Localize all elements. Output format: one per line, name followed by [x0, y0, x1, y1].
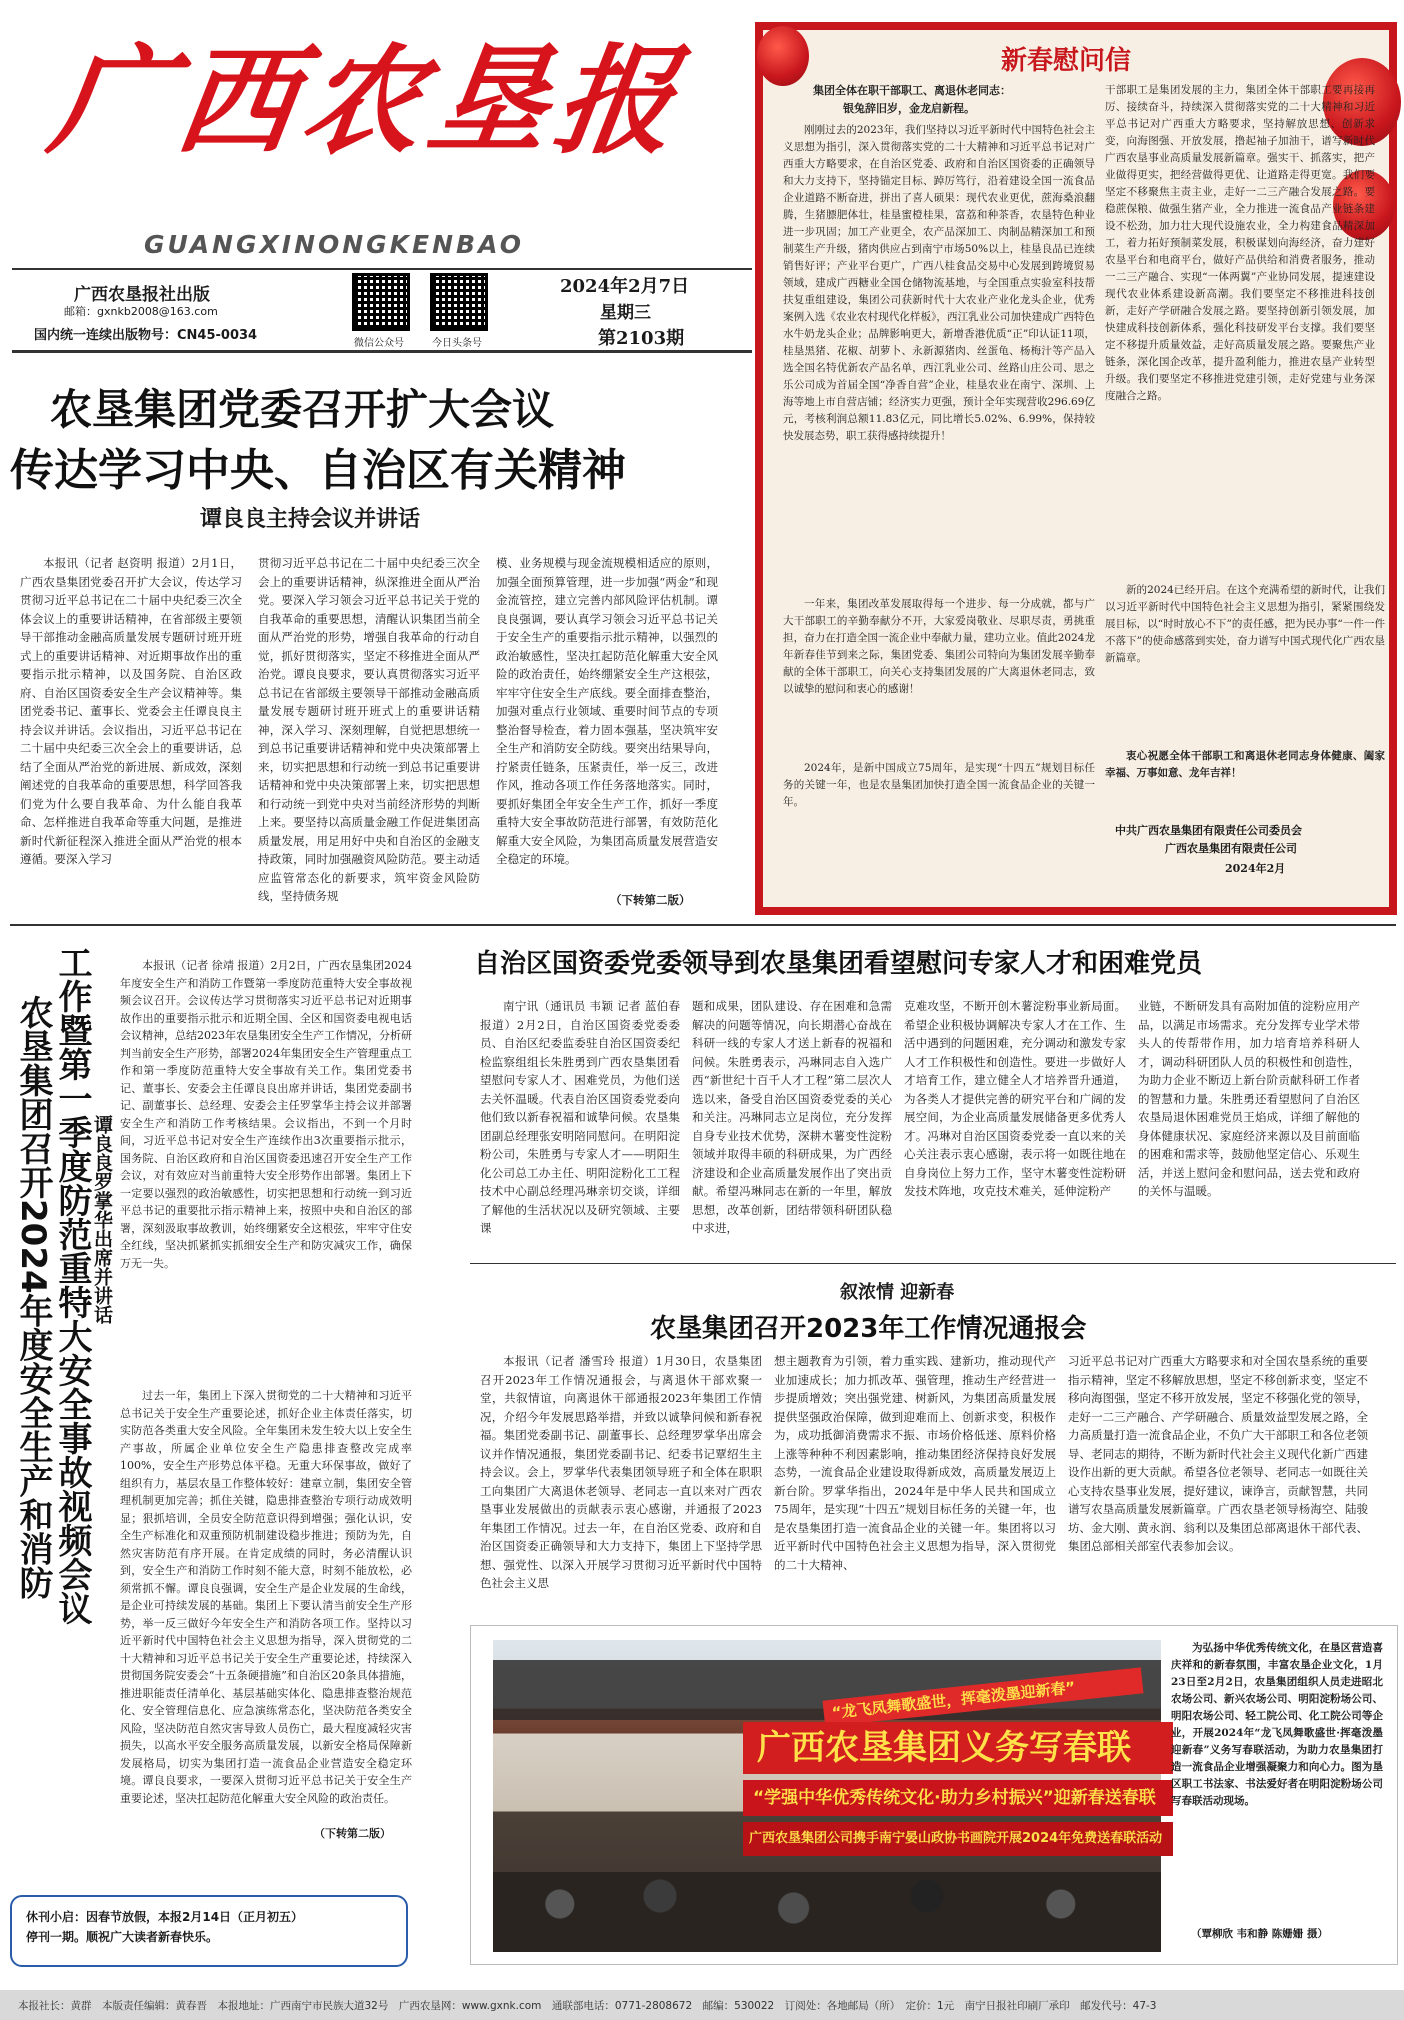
issue-weekday: 星期三 — [600, 303, 651, 323]
greeting-letter — [755, 22, 1397, 915]
vertical-subhead: 谭良良罗掌华出席并讲话 — [91, 1115, 113, 1324]
publisher: 广西农垦报社出版 — [74, 285, 210, 305]
lantern-icon — [757, 26, 809, 86]
lead-headline-2: 传达学习中央、自治区有关精神 — [10, 445, 626, 496]
greeting-signer-2: 广西农垦集团有限责任公司 — [1165, 842, 1297, 855]
mid-article — [470, 935, 1398, 1245]
mid-headline: 自治区国资委党委领导到农垦集团看望慰问专家人才和困难党员 — [474, 949, 1203, 979]
greeting-salutation: 集团全体在职干部职工、离退休老同志： — [813, 84, 1011, 97]
vertical-article — [8, 935, 470, 1855]
report-col-3: 习近平总书记对广西重大方略要求和对全国农垦系统的重要指示精神，坚定不移解放思想，坚定不移创新求变，坚定不移向海图强，坚定不移开放发展，坚定不移强化党的领导，走好一二三产融合、产学研融合、质量效益型发展之路，全力高质量打造一流食品企业，不负广大干部职工和各位老领导、老同志的期待，不断为新时代社会主义现代化新广西建设作出新的更大贡献。希望各位老领导、老同志一如既往关心支持农垦事业发展，提好建议，谏诤言，贡献智慧，共同谱写农垦高质量发展新篇章。广西农垦老领导杨海空、陆骏坊、金大刚、黄永润、翁利以及集团总部离退休干部代表、集团总部相关部室代表参加会议。 — [1068, 1354, 1368, 1553]
photo-banner-top: “龙飞凤舞歌盛世，挥毫泼墨迎新春” — [823, 1667, 1144, 1726]
notice-line-2: 停刊一期。顺祝广大读者新春快乐。 — [26, 1930, 219, 1944]
lead-col-2: 贯彻习近平总书记在二十届中央纪委三次全会上的重要讲话精神，纵深推进全面从严治党。要深入学习领会习近平总书记关于党的自我革命的重要思想，清醒认识集团当前全面从严治党的形势，增强自我革命的行动自觉，抓好贯彻落实，坚定不移推进全面从严治党。谭良良要求，要认真贯彻落实习近平总书记在省部级主要领导干部推动金融高质量发展专题研讨班开班式上的重要讲话精神，深入学习、深刻理解，自觉把思想统一到总书记重要讲话精神和党中央决策部署上来，切实把思想和行动统一到总书记重要讲话精神和党中央决策部署上来，切实把思想和行动统一到党中央对当前经济形势的判断上来。要坚持以高质量金融工作促进集团高质量发展，用足用好中央和自治区的金融支持政策，同时加强融资风险防范。要主动适应监管常态化的新要求，筑牢资金风险防线，坚持债务规 — [258, 556, 480, 903]
vertical-col-1: 本报讯（记者 徐靖 报道）2月2日，广西农垦集团2024年度安全生产和消防工作暨第一季度防范重特大安全事故视频会议召开。会议传达学习贯彻落实习近平总书记对近期事故作出的重要指示批示和近期全国、全区和国资委电视电话会议精神，总结2023年农垦集团安全生产工作情况，分析研判当前安全生产形势，部署2024年集团安全生产管理重点工作和第一季度防范重特大安全事故有关工作。集团党委书记、董事长、安委会主任谭良良出席并讲话，集团党委副书记、副董事长、总经理、安委会主任罗掌华主持会议并部署安全生产和消防工作考核结果。会议指出，不到一个月时间，习近平总书记对安全生产连续作出3次重要指示批示，国务院、自治区政府和自治区国资委迅速召开安全生产工作会议，对有效应对当前重特大安全形势作出部署。集团上下一定要以强烈的政治敏感性，切实把思想和行动统一到习近平总书记的重要批示指示精神上来，按照中央和自治区的部署，深刻汲取事故教训，始终绷紧安全这根弦，牢牢守住安全红线，坚决抓紧抓实抓细安全生产和防灾减灾工作，确保万无一失。 — [120, 959, 412, 1270]
mid-col-3: 克难攻坚，不断开创木薯淀粉事业新局面。希望企业积极协调解决专家人才在工作、生活中遇到的问题困难，充分调动和激发专家人才工作积极性和创造性。要进一步做好人才培育工作，建立健全人才培养晋升通道，为各类人才提供完善的研究平台和广阔的发展空间，为企业高质量发展储备更多优秀人才。冯琳对自治区国资委党委一直以来的关心关注表示衷心感谢，表示将一如既往地在自身岗位上努力工作，坚守木薯变性淀粉研发技术阵地，攻克技术难关，延伸淀粉产 — [904, 999, 1126, 1198]
footer-text: 本报社长：黄群 本版责任编辑：黄春晋 本报地址：广西南宁市民族大道32号 广西农垦网：www.gxnk.com 通联部电话：0771-2808672 邮编：530022 订阅处：各地邮局（所） 定价：1元 南宁日报社印刷厂承印 邮发代号：47-3 — [18, 2000, 1157, 2012]
footer-bar — [0, 1990, 1404, 2020]
greeting-col-2b: 新的2024已经开启。在这个充满希望的新时代，让我们以习近平新时代中国特色社会主义思想为指引，紧紧围绕发展目标，以“时时放心不下”的责任感，把为民办事“一件一件不落下”的使命感落到实处，奋力谱写中国式现代化广西农垦新篇章。 — [1105, 584, 1385, 664]
photo-banner-3: 广西农垦集团公司携手南宁晏山政协书画院开展2024年免费送春联活动 — [743, 1822, 1173, 1856]
section-rule — [10, 924, 1396, 926]
issue-number: 第2103期 — [598, 328, 685, 349]
report-kicker: 叙浓情 迎新春 — [840, 1282, 955, 1303]
vertical-headline-b: 工作暨第一季度防范重特大安全事故视频会议 — [52, 945, 92, 1625]
masthead — [12, 8, 752, 353]
email: 邮箱：gxnkb2008@163.com — [64, 305, 218, 318]
photo-feature — [470, 1625, 1398, 1965]
photo-banner-2: “学强中华优秀传统文化·助力乡村振兴”迎新春送春联 — [743, 1780, 1173, 1816]
greeting-col-2: 干部职工是集团发展的主力，集团全体干部职工要再接再厉、接续奋斗，持续深入贯彻落实党的二十大精神和习近平总书记对广西重大方略要求，坚持解放思想、创新求变，向海图强、开放发展，撸起袖子加油干，谱写新时代广西农垦事业高质量发展新篇章。强实干、抓落实，把产业做得更实，把经营做得更优、让道路走得更宽。我们要坚定不移聚焦主责主业，走好一二三产融合发展之路。要稳蔗保粮、做强生猪产业，全力推进一流食品产业链条建设不松劲，加力壮大现代设施农业，全力构建食品精深加工，着力拓好预制菜发展，积极谋划向海经济，奋力建好农垦平台和电商平台，做好产品供给和消费者服务，推动一二三产融合、实现“一体两翼”产业协同发展，提速建设现代农业体系建设新高潮。我们要坚定不移推进科技创新，走好产学研融合发展之路。要坚持创新引领发展，加快建成科技创新体系，强化科技研发平台支撑。我们要坚定不移提升质量效益，走好高质量发展之路。要聚焦产业链条，深化国企改革，提升盈利能力，推进农垦产业转型升级。我们要坚定不移推进党建引领，走好党建与业务深度融合之路。 — [1105, 84, 1375, 402]
photo-banner-1: 广西农垦集团义务写春联 — [743, 1722, 1173, 1774]
greeting-date: 2024年2月 — [1225, 862, 1286, 875]
qr2-label: 今日头条号 — [432, 338, 482, 349]
masthead-divider — [12, 268, 752, 270]
lead-continued: （下转第二版） — [610, 893, 691, 907]
qr-code-toutiao[interactable] — [430, 273, 488, 331]
greeting-opening: 银兔辞旧岁，金龙启新程。 — [843, 102, 975, 115]
greeting-title: 新春慰问信 — [1001, 46, 1132, 76]
photo-credit: （覃柳欣 韦和静 陈姗姗 摄） — [1191, 1928, 1328, 1940]
masthead-pinyin: GUANGXINONGKENBAO — [144, 230, 524, 259]
mid-col-4: 业链，不断研发具有高附加值的淀粉应用产品，以满足市场需求。充分发挥专业学术带头人的传帮带作用，加力培育培养科研人才，调动科研团队人员的积极性和创造性，为助力企业不断迈上新台阶贡献科研工作者的智慧和力量。朱胜勇还看望慰问了自治区农垦局退休困难党员王焰成，详细了解他的身体健康状况、家庭经济来源以及目前面临的困难和需求等，鼓励他坚定信心、乐观生活，并送上慰问金和慰问品，送去党和政府的关怀与温暖。 — [1138, 999, 1360, 1198]
issue-date: 2024年2月7日 — [560, 276, 690, 297]
vertical-continued: （下转第二版） — [314, 1827, 391, 1840]
greeting-signer-1: 中共广西农垦集团有限责任公司委员会 — [1115, 824, 1302, 837]
issn: 国内统一连续出版物号：CN45-0034 — [34, 328, 258, 343]
report-col-2: 想主题教育为引领，着力重实践、建新功，推动现代产业加速成长；加力抓改革、强管理，推动生产经营进一步提质增效；突出强党建、树新风，为集团高质量发展提供坚强政治保障，做到迎难而上、创新求变，积极作为，成功抵御消费需求不振、市场价格低迷、原料价格上涨等种种不利因素影响，推动集团经济保持良好发展态势，一流食品企业建设取得新成效，高质量发展迈上新台阶。罗掌华指出，2024年是中华人民共和国成立75周年，是实现“十四五”规划目标任务的关键一年，也是农垦集团打造一流食品企业的关键一年。集团将以习近平新时代中国特色社会主义思想为指导，深入贯彻党的二十大精神、 — [774, 1354, 1056, 1572]
lead-subhead: 谭良良主持会议并讲话 — [200, 507, 421, 532]
crowd — [493, 1872, 1161, 1952]
greeting-closing: 衷心祝愿全体干部职工和离退休老同志身体健康、阖家幸福、万事如意、龙年吉祥！ — [1105, 750, 1385, 779]
masthead-bottom-rule — [12, 350, 752, 353]
greeting-col-1b: 一年来，集团改革发展取得每一个进步、每一分成就，都与广大干部职工的辛勤奉献分不开，大家爱岗敬业、尽职尽责，勇挑重担，奋力在打造全国一流企业中奉献力量，建功立业。值此2024龙年新春佳节到来之际，集团党委、集团公司特向为集团发展辛勤奉献的全体干部职工，向关心支持集团发展的广大离退休老同志，致以诚挚的慰问和衷心的感谢！ — [783, 598, 1095, 695]
notice-line-1: 休刊小启：因春节放假，本报2月14日（正月初五） — [26, 1910, 304, 1924]
mid-col-2: 题和成果，团队建设、存在困难和急需解决的问题等情况，向长期潜心奋战在科研一线的专家人才送上新春的祝福和问候。朱胜勇表示，冯琳同志自入选广西“新世纪十百千人才工程”第二层次人选以来，备受自治区国资委党委的关心和关注。冯琳同志立足岗位，充分发挥自身专业技术优势，深耕木薯变性淀粉领域并取得丰硕的科研成果，为广西经济建设和企业高质量发展作出了突出贡献。希望冯琳同志在新的一年里，解放思想，改革创新，团结带领科研团队稳中求进， — [692, 999, 892, 1235]
vertical-col-2: 过去一年，集团上下深入贯彻党的二十大精神和习近平总书记关于安全生产重要论述，抓好企业主体责任落实，切实防范各类重大安全风险。全年集团未发生较大以上安全生产事故，所属企业单位安全生产隐患排查整改完成率100%，安全生产形势总体平稳。无重大环保事故，做好了组织有力，基层农垦工作整体较好：建章立制，集团安全管理机制更加完善；抓住关键，隐患排查整治专项行动成效明显；狠抓培训，全员安全防范意识得到增强；强化认识，安全生产标准化和双重预防机制建设稳步推进；预防为先，自然灾害防范有序开展。在肯定成绩的同时，务必清醒认识到，安全生产和消防工作时刻不能大意，时刻不能放松，必须常抓不懈。谭良良强调，安全生产是企业发展的生命线，是企业可持续发展的基础。集团上下要认清当前安全生产形势，举一反三做好今年安全生产和消防各项工作。坚持以习近平新时代中国特色社会主义思想为指导，深入贯彻党的二十大精神和习近平总书记关于安全生产重要论述，持续深入贯彻国务院安委会“十五条硬措施”和自治区20条具体措施，推进职能责任清单化、基层基础实体化、隐患排查整治规范化、安全管理信息化、应急演练常态化，坚决防范各类安全风险，坚决防范自然灾害导致人员伤亡，最大程度减轻灾害损失，以高水平安全服务高质量发展，以新安全格局保障新发展格局，切实为集团打造一流食品企业营造安全稳定环境。谭良良要求，一要深入贯彻习近平总书记关于安全生产重要论述，坚决扛起防范化解重大安全风险的政治责任。 — [120, 1389, 412, 1805]
mid-col-1: 南宁讯（通讯员 韦颖 记者 蓝伯春 报道）2月2日，自治区国资委党委委员、自治区纪委监委驻自治区国资委纪检监察组组长朱胜勇到广西农垦集团看望慰问专家人才、困难党员，为他们送去关怀温暖。代表自治区国资委党委向他们致以新春祝福和诚挚问候。农垦集团副总经理张安明陪同慰问。在明阳淀粉公司，朱胜勇与专家人才——明阳生化公司总工办主任、明阳淀粉化工工程技术中心副总经理冯琳亲切交谈，详细了解他的生活状况以及研究领域、主要课 — [480, 999, 680, 1235]
photo-caption: 为弘扬中华优秀传统文化，在垦区营造喜庆祥和的新春氛围，丰富农垦企业文化，1月23日至2月2日，农垦集团组织人员走进昭北农场公司、新兴农场公司、明阳淀粉场公司、明阳农场公司、轻工院公司、化工院公司等企业，开展2024年“龙飞凤舞歌盛世·挥毫泼墨迎新春”义务写春联活动，为助力农垦集团打造一流食品企业增强凝聚力和向心力。图为垦区职工书法家、书法爱好者在明阳淀粉场公司写春联活动现场。 — [1171, 1642, 1383, 1807]
mid-rule — [470, 1263, 1396, 1264]
vertical-headline-a: 农垦集团召开2024年度安全生产和消防 — [13, 995, 53, 1600]
lead-article — [10, 372, 755, 917]
greeting-col-1: 刚刚过去的2023年，我们坚持以习近平新时代中国特色社会主义思想为指引，深入贯彻落实党的二十大精神和习近平总书记对广西重大方略要求，在自治区党委、政府和自治区国资委的正确领导和大力支持下，坚持锚定目标、踔厉笃行，沿着建设全国一流食品企业道路不断奋进，拼出了喜人硕果：现代农业更优，蔗海桑浪翻腾，生猪膘肥体壮，桂垦蜜橙桂果，富荔和种茶香，农垦特色种业进一步巩固；加工产业更全，农产品深加工、肉制品精深加工和预制菜生产升级，猪肉供应占到南宁市场50%以上，桂垦良品已连续销售好评；产业平台更广，广西八桂食品交易中心发展到跨境贸易领域，建成广西糖业全国仓储物流基地，与全国重点实验室科技帮扶复重组建设，集团公司获新时代十大农业产业化龙头企业，优秀案例入选《农业农村现代化样板》，西江乳业公司加快建成广西特色水牛奶龙头企业；品牌影响更大，新增香港优质“正”印认证11项，桂垦黑猪、花椒、胡萝卜、永新源猪肉、丝蛋龟、杨梅汁等产品入选全国名特优新农产品名单，西江乳业公司、丝路山庄公司、思之乐公司成为首届全国“净香自营”企业，桂垦农业在南宁、深圳、上海等地上市自营店铺；经济实力更强，预计全年实现营收296.69亿元，考核利润总额11.83亿元，同比增长5.02%、6.99%，保持较快发展态势，职工获得感持续提升！ — [783, 124, 1095, 442]
lead-headline-1: 农垦集团党委召开扩大会议 — [50, 385, 555, 434]
qr-code-wechat[interactable] — [352, 273, 410, 331]
report-col-1: 本报讯（记者 潘雪玲 报道）1月30日，农垦集团召开2023年工作情况通报会，与离退休干部欢聚一堂，共叙情谊，向离退休干部通报2023年集团工作情况，介绍今年发展思路举措，并致以诚挚问候和新春祝福。集团党委副书记、副董事长、总经理罗掌华出席会议并作情况通报，集团党委副书记、纪委书记覃绍生主持会议。会上，罗掌华代表集团领导班子和全体在职职工向集团广大离退休老领导、老同志一直以来对广西农垦事业发展做出的贡献表示衷心感谢，并通报了2023年集团工作情况。过去一年，在自治区党委、政府和自治区国资委正确领导和大力支持下，集团上下坚持学思想、强党性、以深入开展学习贯彻习近平新时代中国特色社会主义思 — [480, 1354, 762, 1590]
masthead-title: 广西农垦报 — [42, 31, 692, 170]
report-article — [470, 1268, 1398, 1613]
lead-col-3: 模、业务规模与现金流规模相适应的原则，加强全面预算管理，进一步加强“两金”和现金流管控，建立完善内部风险评估机制。谭良良强调，要认真学习领会习近平总书记关于安全生产的重要指示批示精神，以强烈的政治敏感性，坚决扛起防范化解重大安全风险的政治责任，始终绷紧安全生产这根弦，牢牢守住安全生产底线。要全面排查整治，加强对重点行业领域、重要时间节点的专项整治督导检查，着力固本强基，坚决筑牢安全生产和消防安全防线。要突出结果导向，拧紧责任链条，压紧责任，举一反三，改进作风，推动各项工作任务落地落实。同时，要抓好集团全年安全生产工作，抓好一季度重特大安全事故防范进行部署，有效防范化解重大安全风险，为集团高质量发展营造安全稳定的环境。 — [496, 556, 718, 866]
suspension-notice — [10, 1895, 408, 1967]
lead-col-1: 本报讯（记者 赵资明 报道）2月1日，广西农垦集团党委召开扩大会议，传达学习贯彻习近平总书记在二十届中央纪委三次全体会议上的重要讲话精神，在省部级主要领导干部推动金融高质量发展专题研讨班开班式上的重要讲话精神、对近期事故作出的重要指示批示精神，以及国务院、自治区政府、自治区国资委安全生产会议精神等。集团党委书记、董事长、党委会主任谭良良主持会议并讲话。会议指出，习近平总书记在二十届中央纪委三次全会上的重要讲话，总结了全面从严治党的新进展、新成效，深刻阐述党的自我革命的重要思想，科学回答我们党为什么要自我革命、为什么能自我革命、怎样推进自我革命等重大问题，是推进新时代新征程深入推进全面从严治党的根本遵循。要深入学习 — [20, 556, 242, 866]
report-headline: 农垦集团召开2023年工作情况通报会 — [650, 1314, 1087, 1344]
calligraphy-event-photo — [493, 1640, 1161, 1952]
qr1-label: 微信公众号 — [354, 338, 404, 349]
greeting-col-1c: 2024年，是新中国成立75周年，是实现“十四五”规划目标任务的关键一年，也是农垦集团加快打造全国一流食品企业的关键一年。 — [783, 762, 1095, 808]
